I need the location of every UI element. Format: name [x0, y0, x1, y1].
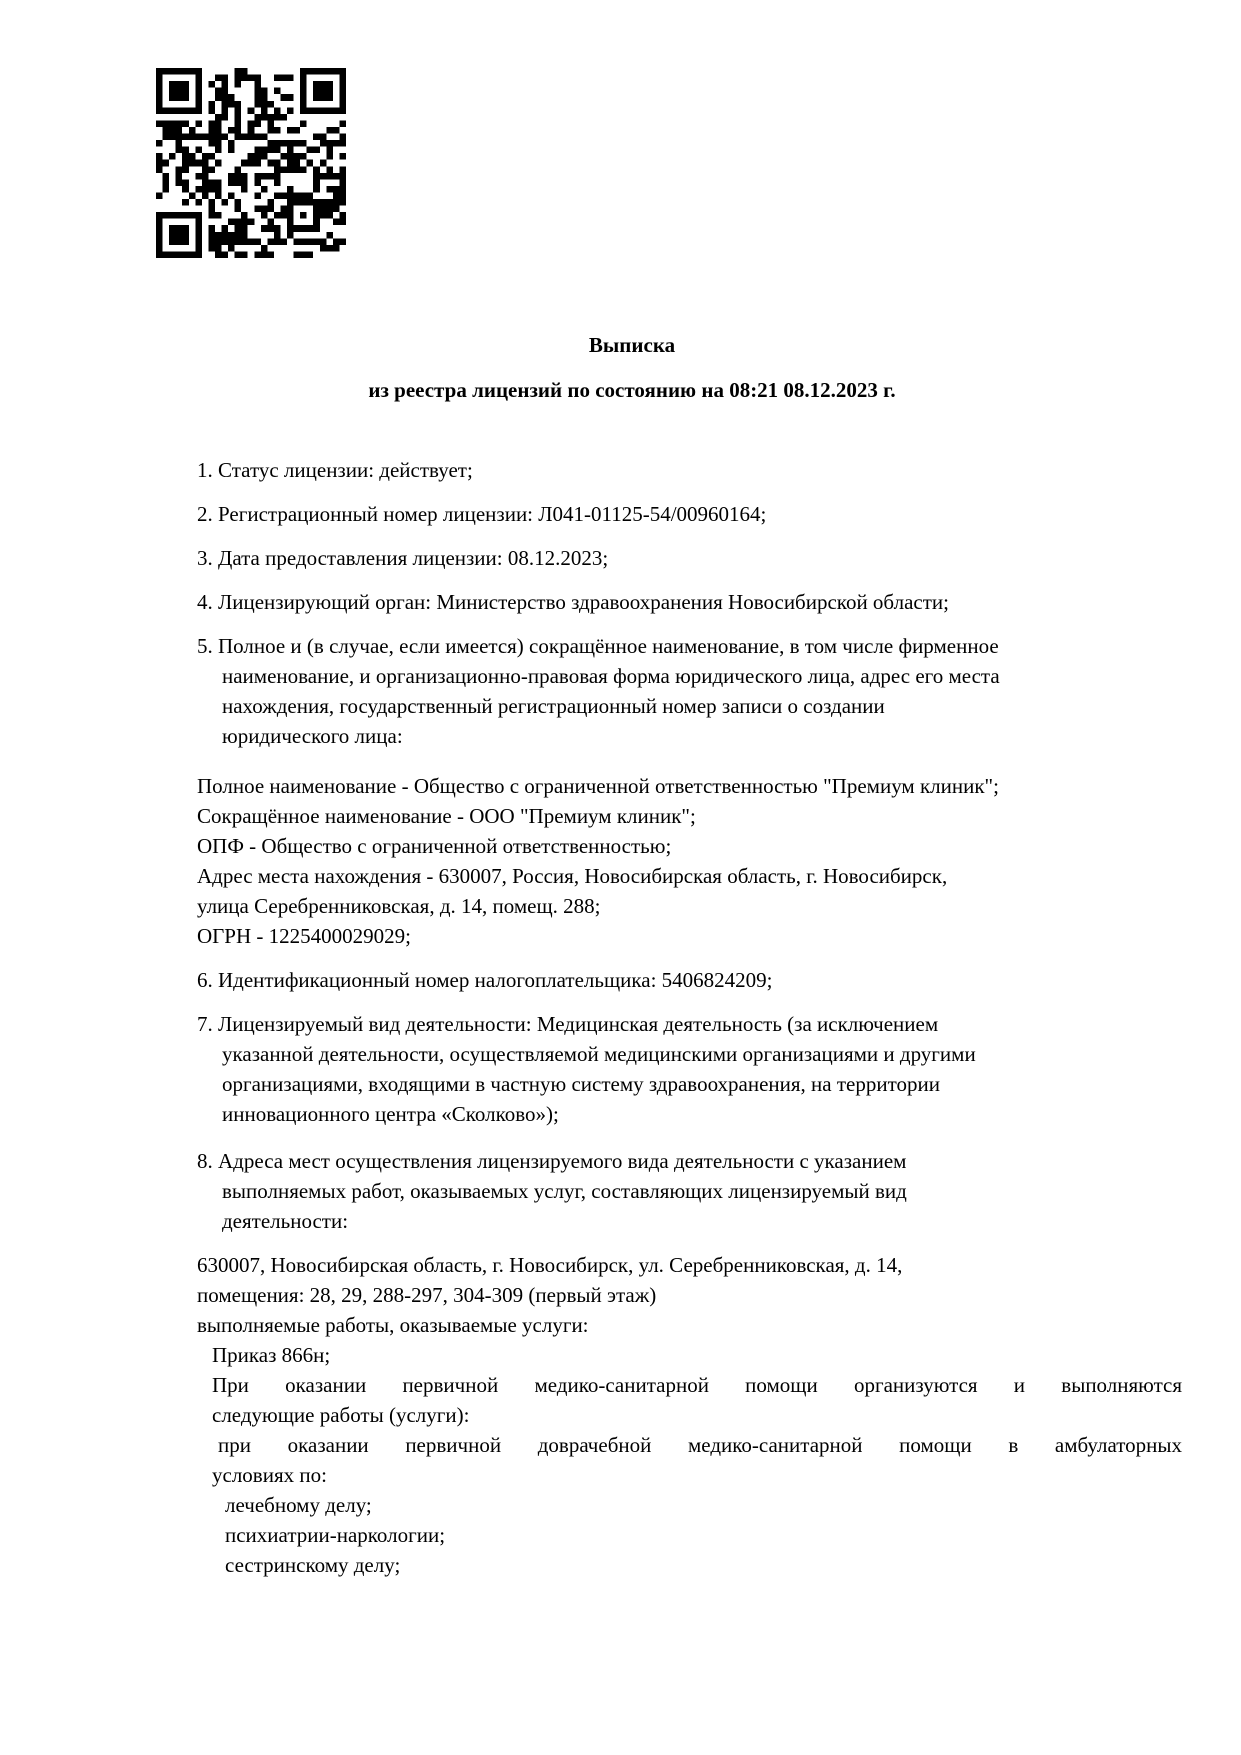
- text-line: условиях по:: [212, 1463, 327, 1487]
- text-line: помещения: 28, 29, 288-297, 304-309 (первый этаж): [197, 1283, 657, 1307]
- text-line: выполняемые работы, оказываемые услуги:: [197, 1313, 589, 1337]
- text-line: 630007, Новосибирская область, г. Новосибирск, ул. Серебренниковская, д. 14,: [197, 1253, 903, 1277]
- text-line: 4. Лицензирующий орган: Министерство здравоохранения Новосибирской области;: [197, 590, 949, 614]
- item-6: [197, 965, 1182, 995]
- text-line: 8. Адреса мест осуществления лицензируемого вида деятельности с указанием: [197, 1149, 907, 1173]
- text-line: 6. Идентификационный номер налогоплательщика: 5406824209;: [197, 968, 773, 992]
- document-body: [197, 455, 1182, 1580]
- text-line: психиатрии-наркологии;: [225, 1523, 446, 1547]
- text-line: деятельности:: [222, 1209, 349, 1233]
- text-line: Сокращённое наименование - ООО "Премиум клиник";: [197, 804, 696, 828]
- text-line: Приказ 866н;: [212, 1343, 331, 1367]
- text-line: нахождения, государственный регистрационный номер записи о создании: [222, 694, 885, 718]
- text-line: улица Серебренниковская, д. 14, помещ. 288;: [197, 894, 601, 918]
- text-line: лечебному делу;: [225, 1493, 372, 1517]
- text-line: Адрес места нахождения - 630007, Россия, Новосибирская область, г. Новосибирск,: [197, 864, 948, 888]
- document-heading: [197, 330, 1067, 405]
- text-line: организациями, входящими в частную систему здравоохранения, на территории: [222, 1072, 940, 1096]
- text-line: ОПФ - Общество с ограниченной ответственностью;: [197, 834, 672, 858]
- item-2: [197, 499, 1182, 529]
- item-8: [197, 1146, 1182, 1236]
- item-5: [197, 631, 1182, 751]
- item-3: [197, 543, 1182, 573]
- page-subtitle: из реестра лицензий по состоянию на 08:21 08.12.2023 г.: [368, 378, 896, 402]
- text-line: при оказании первичной доврачебной медико-санитарной помощи в амбулаторных: [218, 1433, 1182, 1457]
- text-line: ОГРН - 1225400029029;: [197, 924, 411, 948]
- text-line: сестринскому делу;: [225, 1553, 401, 1577]
- text-line: 2. Регистрационный номер лицензии: Л041-01125-54/00960164;: [197, 502, 767, 526]
- text-line: следующие работы (услуги):: [212, 1403, 470, 1427]
- item-1: [197, 455, 1182, 485]
- page-title: Выписка: [588, 333, 676, 357]
- text-line: Полное наименование - Общество с ограниченной ответственностью "Премиум клиник";: [197, 774, 999, 798]
- text-line: 5. Полное и (в случае, если имеется) сокращённое наименование, в том числе фирменное: [197, 634, 999, 658]
- text-line: наименование, и организационно-правовая форма юридического лица, адрес его места: [222, 664, 1000, 688]
- item-7: [197, 1009, 1182, 1129]
- text-line: 3. Дата предоставления лицензии: 08.12.2023;: [197, 546, 609, 570]
- license-extract-document: [197, 330, 1182, 1580]
- qr-code-icon: [156, 68, 346, 258]
- text-line: При оказании первичной медико-санитарной помощи организуются и выполняются: [212, 1373, 1182, 1397]
- text-line: выполняемых работ, оказываемых услуг, составляющих лицензируемый вид: [222, 1179, 907, 1203]
- text-line: 1. Статус лицензии: действует;: [197, 458, 473, 482]
- text-line: 7. Лицензируемый вид деятельности: Медицинская деятельность (за исключением: [197, 1012, 939, 1036]
- text-line: юридического лица:: [222, 724, 403, 748]
- item-4: [197, 587, 1182, 617]
- text-line: указанной деятельности, осуществляемой медицинскими организациями и другими: [222, 1042, 976, 1066]
- address-activities-paragraph: [197, 1250, 1182, 1580]
- org-details-paragraph: [197, 771, 1182, 951]
- text-line: инновационного центра «Сколково»);: [222, 1102, 559, 1126]
